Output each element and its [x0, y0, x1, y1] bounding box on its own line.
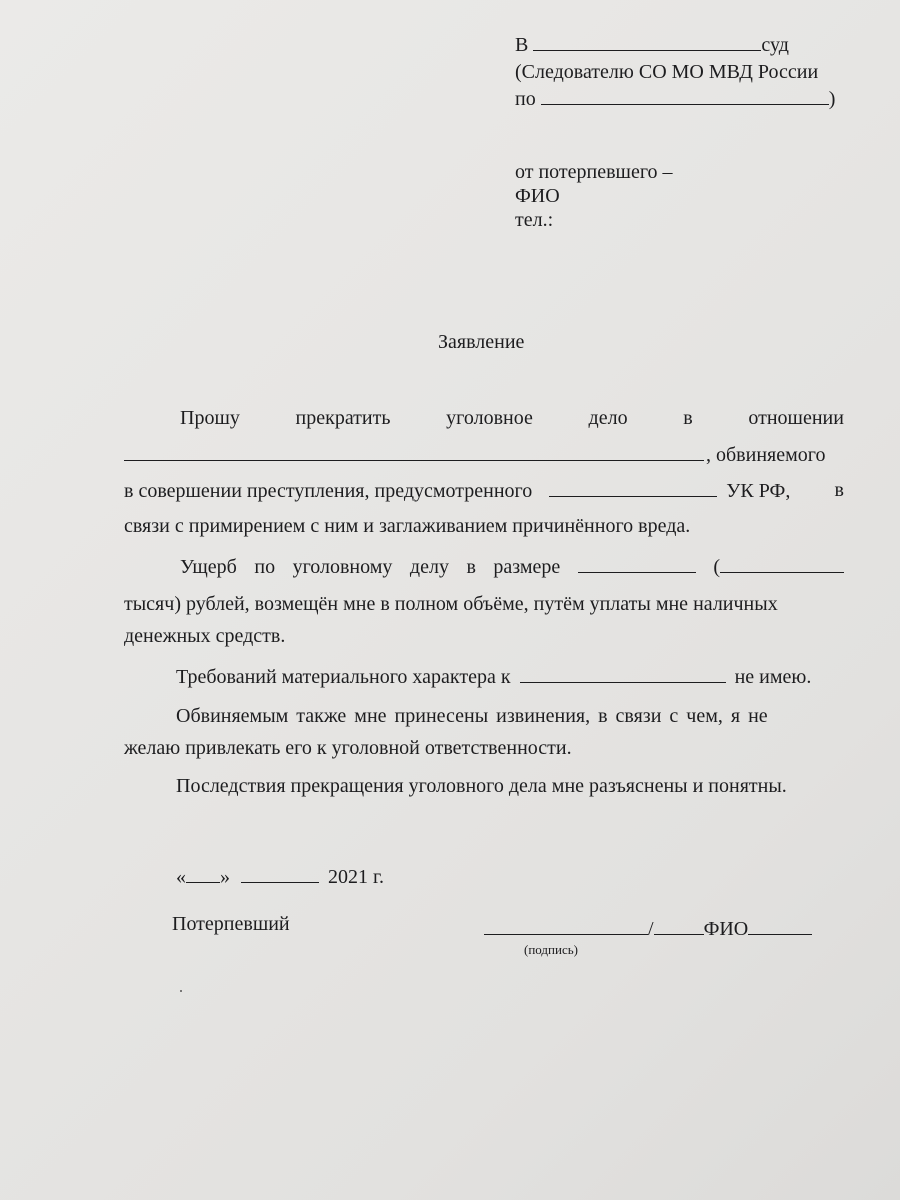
crime-prefix: в совершении преступления, предусмотренного	[124, 480, 533, 502]
p2-line2: тысяч) рублей, возмещён мне в полном объёме, путём уплаты мне наличных	[124, 593, 778, 615]
by-blank	[541, 86, 829, 105]
p1-word: Прошу	[180, 407, 240, 429]
article-suffix: УК РФ,	[726, 480, 791, 502]
p3-prefix: Требований материального характера к	[176, 666, 511, 688]
p2-line1	[180, 554, 844, 579]
paren-open: (	[713, 556, 720, 578]
article-blank	[549, 478, 717, 497]
by-prefix: по	[515, 88, 536, 110]
p1-line2	[124, 442, 825, 467]
close-paren: )	[828, 88, 836, 110]
amount-blank	[578, 554, 696, 573]
accused-blank	[124, 442, 704, 461]
day-blank	[186, 864, 220, 883]
document-title: Заявление	[438, 331, 525, 353]
court-suffix: суд	[761, 34, 789, 56]
victim-label: Потерпевший	[172, 913, 290, 935]
header-fio: ФИО	[515, 185, 560, 207]
month-blank	[241, 864, 319, 883]
by-line	[515, 86, 835, 111]
p1-word: прекратить	[295, 407, 391, 429]
p2-line3: денежных средств.	[124, 625, 286, 647]
court-blank	[533, 32, 761, 51]
fio-blank-right	[748, 916, 812, 935]
p1-word: дело	[588, 407, 628, 429]
claims-blank	[520, 664, 726, 683]
slash: /	[648, 918, 654, 940]
p5-line: Последствия прекращения уголовного дела мне разъяснены и понятны.	[176, 775, 787, 797]
date-open-quote: «	[176, 866, 186, 888]
p1-word: уголовное	[446, 407, 533, 429]
amount-words-group	[713, 554, 844, 579]
from-victim: от потерпевшего –	[515, 161, 673, 183]
p1-in: в	[834, 479, 844, 501]
signature-caption: (подпись)	[524, 942, 578, 957]
signature-blank	[484, 916, 648, 935]
phone-label: тел.:	[515, 209, 554, 231]
p2-word: в	[466, 556, 476, 578]
to-prefix: В	[515, 34, 529, 56]
year: 2021 г.	[328, 866, 384, 888]
p3-suffix: не имею.	[734, 666, 812, 688]
p1-word: в	[683, 407, 693, 429]
accused-suffix: , обвиняемого	[706, 444, 826, 466]
date-close-quote: »	[220, 866, 230, 888]
p3-line	[176, 664, 811, 689]
p1-line1	[180, 406, 844, 430]
p1-word: отношении	[748, 407, 844, 429]
p2-word: Ущерб	[180, 556, 237, 578]
investigator-line: (Следователю СО МО МВД России	[515, 61, 819, 83]
p2-word: размере	[493, 556, 561, 578]
p1-line4: связи с примирением с ним и заглаживанием причинённого вреда.	[124, 515, 691, 537]
fio-blank-left	[654, 916, 704, 935]
p2-word: по	[254, 556, 276, 578]
date-line	[176, 864, 384, 889]
signature-fio: ФИО	[703, 918, 749, 940]
p2-word: уголовному	[292, 556, 393, 578]
court-line	[515, 32, 789, 57]
p1-line3	[124, 478, 844, 503]
p4-line2: желаю привлекать его к уголовной ответственности.	[124, 737, 572, 759]
amount-words-blank	[720, 554, 844, 573]
p2-word: делу	[409, 556, 449, 578]
paper-speck	[180, 990, 182, 992]
p4-line1: Обвиняемым также мне принесены извинения, в связи с чем, я не	[176, 705, 768, 727]
